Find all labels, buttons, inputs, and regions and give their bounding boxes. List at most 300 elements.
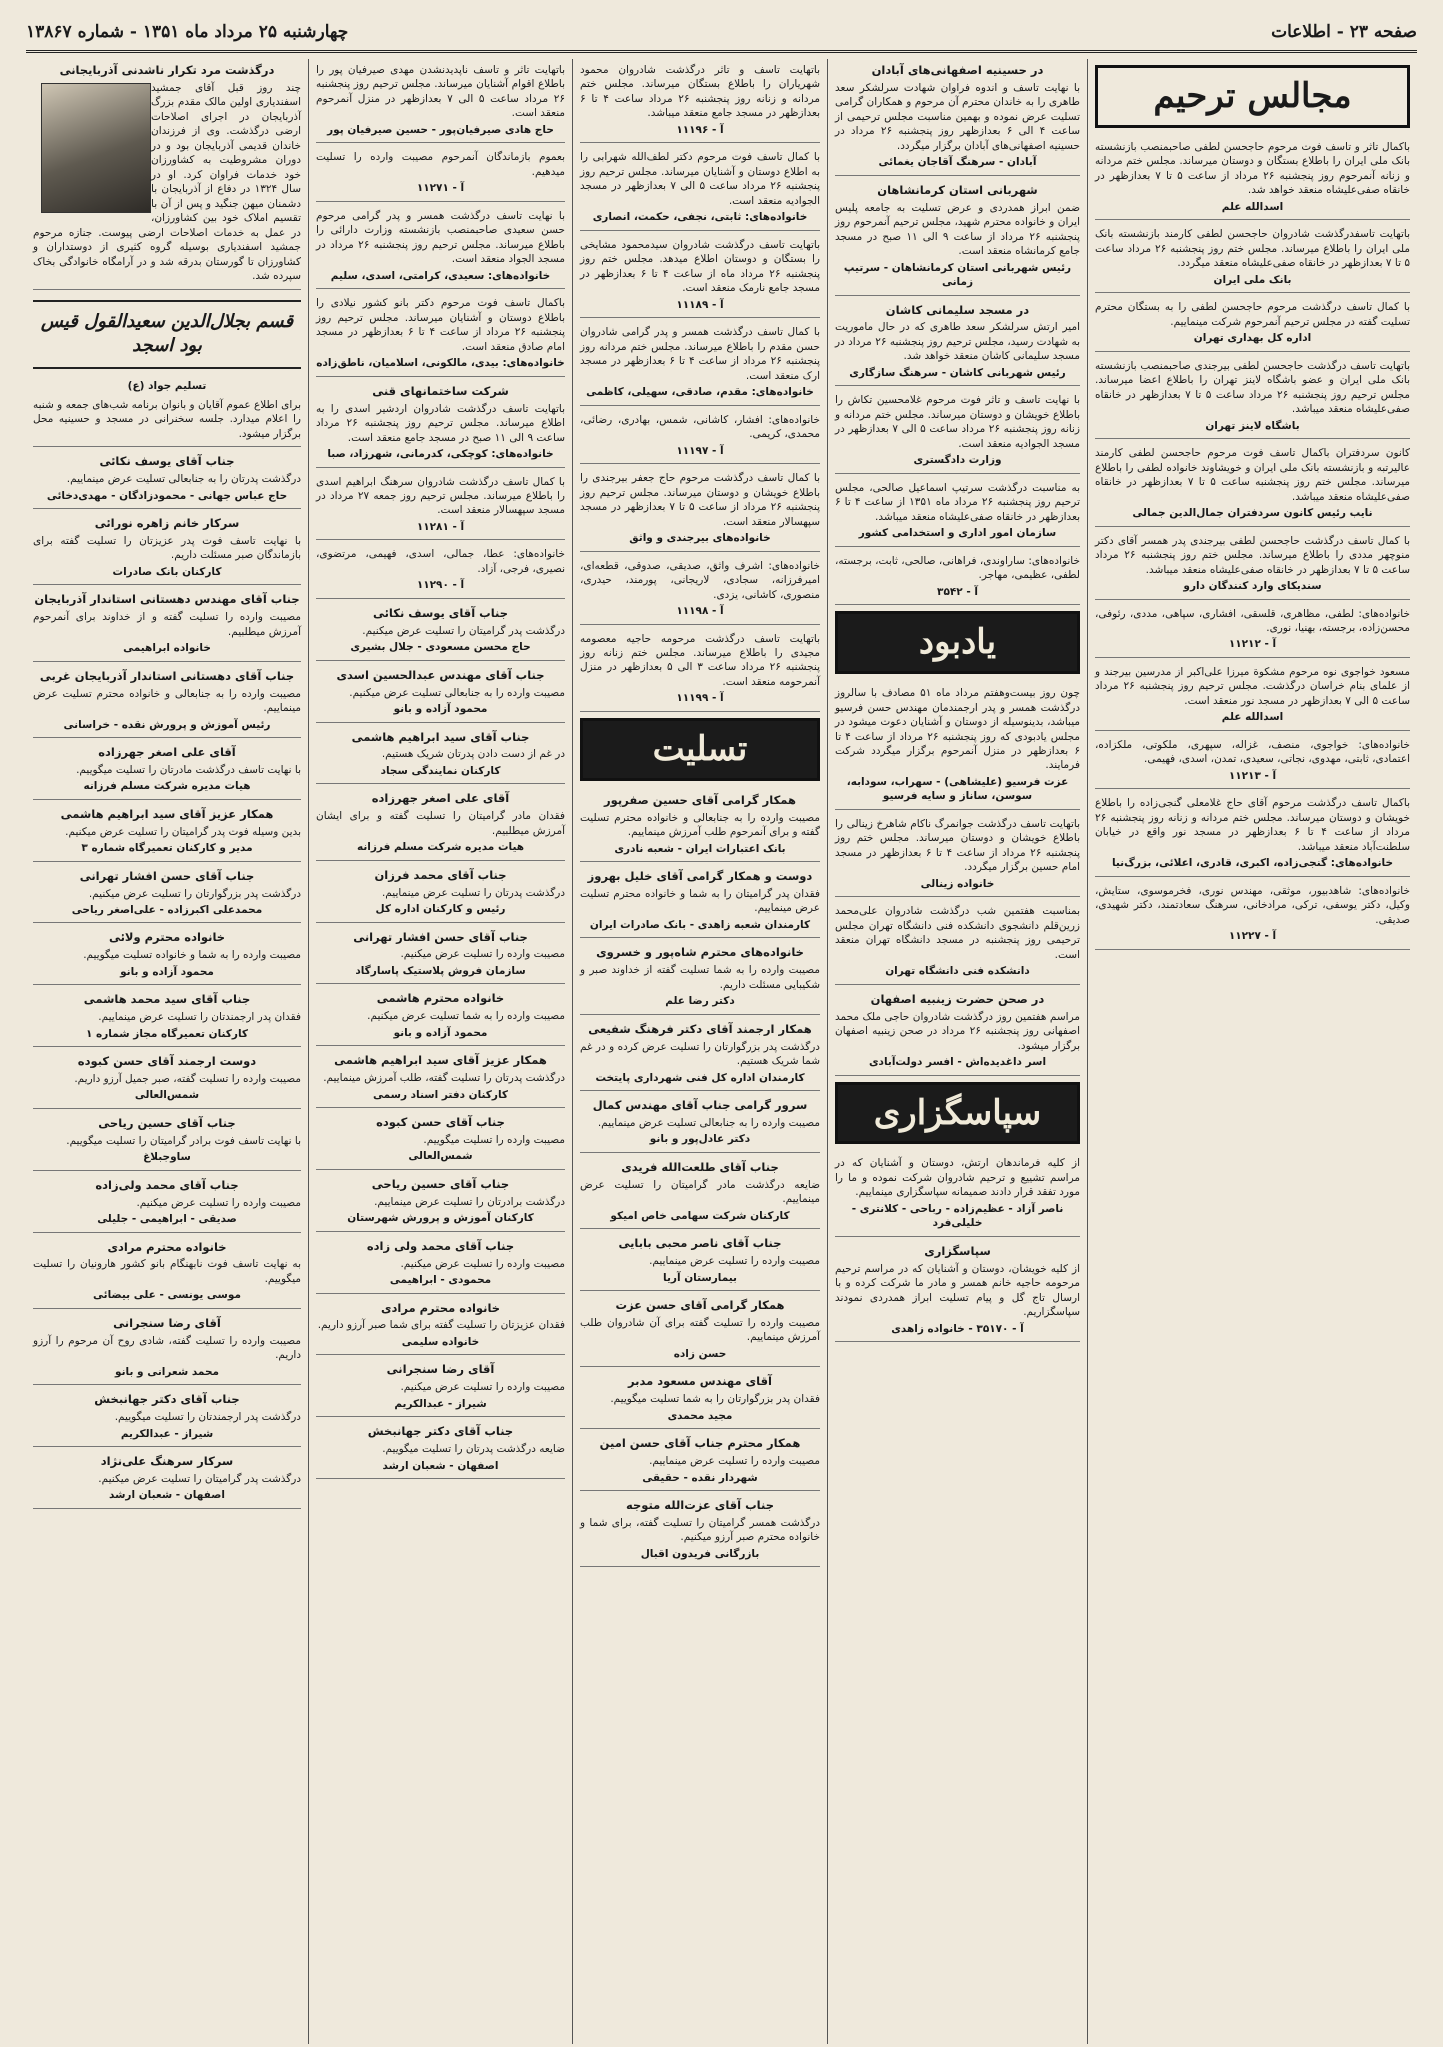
notice-text: با نهایت تاسف فوت برادر گرامیتان را تسلیت میگوییم.	[66, 1134, 301, 1147]
memorial-list	[835, 682, 1080, 1076]
notice-text: خانواده‌های: شاهدبیور، موثقی، مهندس نوری، فخرموسوی، ستایش، وکیل، دکتر یوسفی، ترکی، مرادخانی، سرهنگ سعادتمند، دکتر شهیدی، صدیقی.	[1095, 884, 1410, 926]
notice-title: آقای علی اصغر جهرزاده	[371, 791, 510, 806]
notice-text: از کلیه فرماندهان ارتش، دوستان و آشنایان که در مراسم تشییع و ترحیم شادروان شرکت نموده و ما را مورد تفقد قرار دادند صمیمانه سپاسگزاری مینماییم.	[835, 1157, 1080, 1199]
notice-text: خانواده‌های: افشار، کاشانی، شمس، بهادری، رضائی، محمدی، کریمی.	[580, 413, 820, 441]
notice-item	[316, 787, 565, 860]
notice-item	[1095, 442, 1410, 526]
notice-text: با نهایت تاسف فوت پدر عزیزتان را تسلیت گفته برای بازماندگان صبر مسئلت داریم.	[33, 534, 301, 562]
notice-item	[33, 665, 301, 738]
notice-item	[835, 477, 1080, 547]
notice-text: باتهایت تاسفدرگذشت شادروان حاجحسن لطفی کارمند بازنشسته بانک ملی ایران را باطلاع میرساند. مجلس ختم روز پنجشنبه ۲۶ مرداد ساعت ۵ تا ۷ بعدازظهر در خانقاه صفی‌علیشاه منعقد میگردد.	[1095, 228, 1410, 270]
notice-text: بدین وسیله فوت پدر گرامیتان را تسلیت عرض میکنیم.	[65, 825, 301, 838]
notice-text: خانواده‌های: اشرف واثق، صدیقی، صدوقی، قطعه‌ای، امیرفرزانه، سجادی، لاریجانی، پورمند، حیدری، منصوری، کاشانی، یزدی.	[580, 559, 820, 601]
notice-signature: آبادان - سرهنگ آقاجان یغمائی	[878, 156, 1037, 169]
notice-item	[316, 59, 565, 143]
notice-signature: بیمارستان آریا	[663, 1271, 737, 1284]
notice-text: درگذشت پدر بزرگوارتان را تسلیت عرض کرده و در غم شما شریک هستیم.	[580, 1040, 820, 1068]
notice-item	[580, 789, 820, 862]
page-number-label: صفحه ۲۳ - اطلاعات	[1271, 22, 1417, 42]
notice-signature: محمود آزاده و بانو	[120, 965, 214, 978]
notice-text: باتهایت تاثر و تاسف ناپدیدنشدن مهدی صیرفیان پور را باطلاع اقوام آشنایان میرساند. مجلس ترحیم روز پنجشنبه ۲۶ مرداد ساعت ۵ الی ۷ بعدازظهر در منزل آنمرحوم منعقد است.	[316, 64, 565, 120]
notice-item	[316, 1420, 565, 1479]
calligraphy-verse: قسم بجلال‌الدین سعید‌القول قیس بود اسجد	[33, 300, 301, 370]
notice-signature: خانواده‌های: ثابتی، نجفی، حکمت، انصاری	[592, 211, 808, 224]
notice-item	[33, 1174, 301, 1233]
notice-signature: رئیس شهربانی کاشان - سرهنگ سازگاری	[849, 366, 1066, 379]
notice-signature: آ - ۱۱۲۱۳	[1228, 769, 1277, 782]
notice-title: جناب آقای حسن افشار تهرانی	[353, 929, 528, 944]
notice-text: مصیبت وارده را تسلیت گفته، صبر جمیل آرزو داریم.	[74, 1073, 301, 1085]
notice-item	[1095, 661, 1410, 731]
notice-title: جناب آقای طلعت‌الله فریدی	[621, 1159, 779, 1174]
notice-text: فقدان پدر بزرگوارتان را به شما تسلیت میگوییم.	[610, 1393, 820, 1406]
notice-signature: مجید محمدی	[667, 1409, 733, 1422]
notice-signature: آ - ۱۱۱۹۶	[676, 123, 724, 136]
notice-signature: کارکنان شرکت سهامی خاص امیکو	[610, 1209, 790, 1222]
notice-signature: هیات مدیره شرکت مسلم فرزانه	[356, 841, 525, 854]
notice-item	[1095, 530, 1410, 600]
notice-item	[580, 555, 820, 625]
notice-item	[316, 1049, 565, 1108]
notice-text: مصیبت وارده را تسلیت عرض میکنیم.	[400, 1381, 565, 1394]
notice-signature: رئیس شهربانی استان کرمانشاهان - سرتیپ زمانی	[843, 261, 1072, 289]
notice-item	[316, 146, 565, 201]
notice-title: سپاسگزاری	[924, 1243, 991, 1258]
notice-signature: آ - ۱۱۱۹۹	[676, 692, 724, 705]
notice-text: خانواده‌های: عطا، جمالی، اسدی، فهیمی، مرتضوی، نصیری، فرجی، آزاد.	[316, 548, 565, 575]
notice-item	[580, 1294, 820, 1367]
notice-title: خانواده محترم ولائی	[108, 930, 226, 945]
notice-signature: کارمندان اداره کل فنی شهرداری پایتخت	[595, 1071, 805, 1084]
notice-signature: شمس‌العالی	[408, 1150, 473, 1163]
notice-item	[33, 1050, 301, 1109]
condolence-title: جناب آقای یوسف نکائی	[372, 605, 508, 620]
notice-signature: کارمندان شعبه زاهدی - بانک صادرات ایران	[589, 918, 811, 931]
notice-signature: شیراز - عبدالکریم	[120, 1427, 214, 1440]
notice-title: جناب آقای محمد فرزان	[374, 867, 507, 882]
notice-item	[33, 988, 301, 1047]
notice-signature: خانواده زینالی	[920, 877, 995, 890]
notice-signature: صدیقی - ابراهیمی - جلیلی	[97, 1213, 237, 1226]
column-4	[308, 59, 572, 2044]
notice-text: درگذشت همسر گرامیتان را تسلیت گفته، برای شما و خانواده محترم صبر آرزو میکنیم.	[580, 1516, 820, 1544]
condolence-item	[316, 602, 565, 661]
notice-title: همکار گرامی آقای حسین صفرپور	[604, 792, 796, 807]
notice-signature: خانواده‌های: کوچکی، کدرمانی، شهرزاد، صبا	[327, 448, 554, 461]
notice-title: سرور گرامی جناب آقای مهندس کمال	[592, 1098, 808, 1113]
notice-signature: آ - ۱۱۲۲۷	[1228, 930, 1277, 943]
notice-title: جناب آقای دکتر جهانبخش	[367, 1424, 514, 1439]
notice-text: مصیبت وارده را تسلیت عرض میکنیم.	[400, 1257, 565, 1270]
notice-text: درگذشت پدرتان را تسلیت عرض مینماییم.	[381, 886, 565, 899]
notice-item	[1095, 792, 1410, 876]
notice-text: باتهایت تاسف درگذشت حاجحسن لطفی بیرجندی صاحبمنصب بازنشسته بانک ملی ایران و عضو باشگاه لاینز تهران را باطلاع اعضا میرساند. مجلس ترحیم روز پنجشنبه ۲۶ مرداد ساعت ۵ تا ۷ بعدازظهر در خانقاه صفی‌علیشاه منعقد میباشد.	[1095, 359, 1410, 416]
notice-text: مصیبت وارده را تسلیت عرض میکنیم.	[400, 948, 565, 961]
notice-item	[33, 1236, 301, 1309]
notice-title: جناب آقای مهندس عبدالحسین اسدی	[336, 667, 545, 682]
notice-signature: عزت فرسیو (علیشاهی) - سهراب، سودابه، سوسن، ساناز و سایه فرسیو	[846, 775, 1069, 803]
banner-memorial: یادبود	[835, 611, 1080, 674]
notice-text: مصیبت وارده را به شما تسلیت عرض میکنیم.	[367, 1010, 565, 1023]
notice-title: جناب آقای محمد ولی‌زاده	[95, 1177, 239, 1192]
notice-item	[835, 813, 1080, 897]
notice-item	[580, 1232, 820, 1291]
notice-signature: خانواده‌های: گنجی‌زاده، اکبری، قادری، اعلائی، بزرگ‌نیا	[1111, 857, 1394, 870]
notice-signature: کارکنان تعمیرگاه مجاز شماره ۱	[85, 1027, 248, 1040]
notice-title: خانواده‌های محترم شاه‌پور و خسروی	[596, 945, 804, 960]
notice-item	[33, 1388, 301, 1447]
notice-signature: آ - ۱۱۲۸۱	[416, 520, 465, 533]
notice-text: مصیبت وارده را به جنابعالی و خانواده محترم تسلیت عرض مینماییم.	[33, 687, 301, 715]
notice-text: مصیبت وارده را تسلیت عرض مینماییم.	[649, 1455, 820, 1468]
notice-signature: حسن زاده	[673, 1347, 727, 1360]
program-notice	[33, 394, 301, 447]
notice-title: دوست و همکار گرامی آقای خلیل بهروز	[587, 869, 813, 884]
obituary-article	[33, 59, 301, 290]
notice-title: جناب آقای دکتر جهانبخش	[94, 1392, 240, 1407]
notice-text: درگذشت پدر بزرگوارتان را تسلیت عرض میکنیم.	[88, 887, 301, 900]
notice-item	[580, 1432, 820, 1491]
notice-text: امیر ارتش سرلشکر سعد طاهری که در حال ماموریت به شهادت رسید، مجلس ترحیم روز پنجشنبه ۲۶ مرداد در مسجد سلیمانی کاشان منعقد خواهد شد.	[835, 321, 1081, 363]
notice-text: چون روز بیست‌وهفتم مرداد ماه ۵۱ مصادف با سالروز درگذشت همسر و پدر ارجمندمان مهندس حسن فرسیو میباشد، بدینوسیله از دوستان و آشنایان دعوت میشود در مجلس یادبودی که روز پنجشنبه ۲۶ مرداد از ساعت ۴ تا ۶ بعدازظهر در منزل آنمرحوم برگزار میگردد شرکت فرمایند.	[835, 687, 1080, 772]
column-5	[26, 59, 308, 2044]
notice-signature: اصفهان - شعبان ارشد	[382, 1459, 499, 1472]
notice-item	[1095, 223, 1410, 293]
notice-title: جناب آقای مهندس دهستانی استاندار آذربایجان	[34, 592, 300, 607]
notice-title: همکار عزیز آقای سید ابراهیم هاشمی	[334, 1053, 547, 1068]
notice-item	[835, 179, 1080, 296]
notice-item	[33, 450, 301, 509]
notice-text: خانواده‌های: ساراوندی، فراهانی، صالحی، ثابت، برجسته، لطفی، عظیمی، مهاجر.	[835, 554, 1080, 582]
notice-title: جناب آقای ناصر محبی بابایی	[618, 1236, 782, 1251]
notice-item	[33, 1112, 301, 1171]
notice-item	[580, 146, 820, 230]
notice-signature: کارکنان دفتر اسناد رسمی	[372, 1088, 508, 1101]
notice-title: خانواده محترم مرادی	[380, 1300, 501, 1315]
notice-text: باتهایت تاسف درگذشت مرحومه حاجیه معصومه مجیدی را باطلاع میرساند. مجلس ختم زنانه روز پنجشنبه ۲۶ مرداد ساعت ۳ الی ۵ بعدازظهر در منزل آنمرحومه منعقد است.	[580, 632, 821, 688]
notice-item	[835, 299, 1080, 387]
notice-title: جناب آقای حسین ریاحی	[371, 1176, 510, 1191]
notice-item	[1095, 355, 1410, 439]
notice-signature: آ - ۳۵۴۲	[937, 585, 978, 598]
notice-item	[835, 1240, 1080, 1342]
notice-title: دوست ارجمند آقای حسن کبوده	[77, 1054, 257, 1069]
notice-item	[835, 900, 1080, 984]
notice-signature: اسدالله علم	[1221, 711, 1284, 724]
notice-text: به مناسبت درگذشت سرتیپ اسماعیل صالحی، مجلس ترحیم روز پنجشنبه ۲۶ مرداد ماه ۱۳۵۱ از ساعت ۴ تا ۶ بعدازظهر در خانقاه صفی‌علیشاه منعقد میباشد.	[835, 481, 1081, 523]
notice-signature: آ - ۱۱۱۹۷	[676, 444, 724, 457]
notice-text: مصیبت وارده را تسلیت عرض میکنیم.	[136, 1196, 301, 1209]
notice-signature: رئیس و کارکنان اداره کل	[375, 903, 506, 916]
condolence-list-col5	[33, 450, 301, 1509]
notice-signature: آ - ۳۵۱۷۰ - خانواده زاهدی	[891, 1322, 1024, 1335]
notice-text: باکمال تاثر و تاسف فوت مرحوم حاجحسن لطفی صاحبمنصب بازنشسته بانک ملی ایران را باطلاع بستگان و دوستان میرساند. مجلس ختم مردانه و زنانه آنمرحوم روز پنجشنبه ۲۶ مرداد از ساعت ۵ تا ۷ بعدازظهر در خانقاه صفی‌علیشاه منعقد خواهد شد.	[1095, 140, 1410, 197]
notice-text: درگذشت برادرتان را تسلیت عرض مینماییم.	[374, 1195, 565, 1208]
notice-signature: اداره کل بهداری تهران	[1193, 332, 1312, 345]
column-3	[572, 59, 827, 2044]
condolence-text: درگذشت پدر گرامیتان را تسلیت عرض میکنیم.	[362, 624, 565, 637]
notice-text: درگذشت پدرتان را به جنابعالی تسلیت عرض مینماییم.	[66, 473, 301, 486]
notice-signature: مدیر و کارکنان تعمیرگاه شماره ۳	[81, 842, 253, 855]
notice-signature: حاج عباس جهانی - محمودزادگان - مهدی‌دخائی	[46, 489, 288, 502]
obituary-text: چند روز قبل آقای جمشید اسفندیاری اولین مالک مقدم بزرگ آذربایجان در اجرای اصلاحات ارضی درگذشت. وی از فرزندان خاندان قدیمی آذربایجان بود و در دوران مشروطیت به کشاورزان خود خدمات فراوان کرد. او در سال ۱۳۲۴ در دفاع از آذربایجان با دشمنان میهن جنگید و پس از آن با تقسیم املاک خود بین کشاورزان، در عمل به خدمات اصلاحات ارضی پیوست. جنازه مرحوم جمشید اسفندیاری بوسیله گروه کثیری از دوستداران و کشاورزان تا گورستان بدرقه شد و در آرامگاه خانوادگی بخاک سپرده شد.	[33, 81, 301, 283]
notice-signature: محمود آزاده و بانو	[393, 703, 488, 716]
notice-item	[580, 409, 820, 464]
notice-text: بمناسبت هفتمین شب درگذشت شادروان علی‌محمد زرین‌قلم دانشجوی دانشکده فنی دانشگاه تهران مجلس ترحیمی روز پنجشنبه در مسجد دانشگاه تهران منعقد است.	[835, 905, 1080, 961]
notice-title: در مسجد سلیمانی کاشان	[885, 302, 1030, 317]
notice-item	[580, 59, 820, 143]
condolence-signature: حاج محسن مسعودی - جلال بشیری	[350, 641, 531, 654]
notice-item	[316, 1111, 565, 1170]
notice-signature: خانواده ابراهیمی	[123, 642, 211, 655]
masthead	[26, 18, 1417, 53]
notice-signature: محمد شعرانی و بانو	[114, 1365, 220, 1378]
notice-signature: رئیس آموزش و پرورش نقده - خراسانی	[63, 718, 271, 731]
notice-text: مصیبت وارده را به جنابعالی تسلیت عرض مینماییم.	[597, 1116, 820, 1129]
notice-item	[580, 467, 820, 551]
notice-item	[1095, 880, 1410, 950]
notice-signature: اسر داغدیده‌اش - افسر دولت‌آبادی	[868, 1056, 1047, 1069]
notice-item	[1095, 734, 1410, 789]
notice-signature: کارکنان بانک صادرات	[112, 565, 222, 578]
issue-date-label: چهارشنبه ۲۵ مرداد ماه ۱۳۵۱ - شماره ۱۳۸۶۷	[26, 22, 349, 42]
notice-signature: خانواده‌های: مقدم، صادقی، سهیلی، کاظمی	[586, 386, 814, 399]
notice-signature: کارکنان نمایندگی سجاد	[380, 764, 501, 777]
notice-title: همکار ارجمند آقای دکتر فرهنگ شفیعی	[588, 1021, 812, 1036]
notice-text: با کمال تاسف فوت مرحوم دکتر لطف‌الله شهرابی را به اطلاع دوستان و آشنایان میرساند. مجلس ترحیم روز پنجشنبه ۲۶ مرداد ساعت ۵ الی ۷ بعدازظهر در مسجد الجوادیه منعقد است.	[580, 151, 821, 207]
notice-text: به نهایت تاسف فوت نابهنگام بانو کشور هارونیان را تسلیت میگوییم.	[33, 1258, 301, 1285]
notice-title: خانواده محترم مرادی	[107, 1239, 227, 1254]
notice-signature: آ - ۱۱۱۸۹	[676, 298, 724, 311]
banner-memorial-services: مجالس ترحیم	[1095, 65, 1410, 128]
notice-item	[835, 389, 1080, 473]
condolence-list	[580, 789, 820, 1568]
notice-text: با کمال تاسف درگذشت مرحوم حاجحسن لطفی را به بستگان محترم تسلیت گفته در مجلس ترحیم آنمرحوم شرکت مینماییم.	[1095, 301, 1410, 328]
notice-text: درگذشت پدر گرامیتان را تسلیت عرض میکنیم.	[98, 1472, 301, 1485]
thanks-list	[835, 1152, 1080, 1342]
program-notice-text: برای اطلاع عموم آقایان و بانوان برنامه شب‌های جمعه و شنبه را اعلام میدارد. جلسه سخنرانی در مسجد و حسینیه محل برگزار میشود.	[33, 398, 301, 440]
notice-text: فقدان پدر گرامیتان را به شما و خانواده محترم تسلیت عرض مینماییم.	[580, 888, 820, 915]
notice-signature: خانواده‌های بیرجندی و واثق	[629, 532, 771, 545]
notice-signature: محمود آزاده و بانو	[393, 1026, 488, 1039]
notice-item	[33, 803, 301, 862]
notice-signature: هیات مدیره شرکت مسلم فرزانه	[83, 780, 251, 793]
notice-signature: شهردار نقده - حقیقی	[642, 1471, 758, 1484]
notice-text: خانواده‌های: خواجوی، منصف، غزاله، سپهری، ملکوتی، ملکزاده، اعتمادی، ثابتی، مهدوی، نجاتی، سعیدی، تمدن، اسدی، فهیمی.	[1095, 738, 1410, 766]
notice-item	[835, 550, 1080, 605]
notice-title: همکار محترم جناب آقای حسن امین	[599, 1436, 801, 1451]
notice-item	[580, 321, 820, 405]
notice-signature: سازمان فروش پلاستیک پاسارگاد	[355, 964, 526, 977]
notice-text: با نهایت تاسف درگذشت همسر و پدر گرامی مرحوم حسن سعیدی صاحبمنصب بازنشسته وزارت دارائی را باطلاع میرساند. مجلس ترحیم روز پنجشنبه ۲۶ مرداد در مسجد الجواد منعقد است.	[316, 209, 565, 266]
notice-signature: ساوجبلاغ	[143, 1151, 191, 1164]
notice-item	[33, 741, 301, 800]
notice-signature: دکتر عادل‌پور و بانو	[649, 1133, 751, 1146]
notice-signature: شیراز - عبدالکریم	[394, 1397, 487, 1410]
notice-item	[33, 1312, 301, 1385]
notice-text: با نهایت تاسف و تاثر فوت مرحوم غلامحسین تکاش را باطلاع خویشان و دوستان میرساند. مجلس ختم مردانه و زنانه روز پنجشنبه ۲۶ مرداد ساعت ۵ الی ۷ بعدازظهر در مسجد الجوادیه منعقد است.	[835, 394, 1081, 450]
notice-item	[33, 865, 301, 924]
notice-text: فقدان عزیزتان را تسلیت گفته برای شما صبر آرزو داریم.	[317, 1319, 565, 1332]
notice-title: جناب آقای محمد ولی زاده	[366, 1238, 515, 1253]
notice-title: شهربانی استان کرمانشاهان	[877, 182, 1038, 197]
notice-item	[316, 1173, 565, 1232]
notice-item	[580, 234, 820, 318]
notice-signature: بازرگانی فریدون اقبال	[640, 1547, 760, 1560]
obituary-title: درگذشت مرد تکرار ناشدنی آذربایجانی	[59, 63, 275, 77]
notice-signature: اصفهان - شعبان ارشد	[109, 1489, 225, 1502]
notice-item	[580, 1018, 820, 1091]
notice-item	[316, 205, 565, 289]
notice-item	[33, 512, 301, 585]
notice-list-col4	[316, 59, 565, 599]
notice-text: از کلیه خویشان، دوستان و آشنایان که در مراسم ترحیم مرحومه حاجیه خانم همسر و مادر ما شرکت کرده و با ارسال تاج گل و پیام تسلیت ابراز همدردی نمودند سپاسگزاریم.	[835, 1262, 1080, 1319]
notice-signature: خانواده‌های: سعیدی، کرامتی، اسدی، سلیم	[330, 269, 551, 282]
notice-item	[33, 926, 301, 985]
notice-title: جناب آقای دهستانی استاندار آذربایجان غربی	[39, 668, 295, 683]
notice-signature: محمدعلی اکبرزاده - علی‌اصغر ریاحی	[71, 904, 263, 916]
notice-signature: دکتر رضا علم	[665, 995, 735, 1008]
notice-item	[316, 292, 565, 376]
notice-text: کانون سردفتران باکمال تاسف فوت مرحوم حاجحسن لطفی کارمند عالیرتبه و بازنشسته بانک ملی ایران و خویشاوند خانواده لطفی را باطلاع میرساند. مجلس ختم روز پنجشنبه ساعت ۵ تا ۷ بعدازظهر در خانقاه صفی‌علیشاه منعقد میباشد.	[1095, 447, 1411, 503]
notice-list-col1	[1095, 136, 1410, 950]
notice-item	[580, 1094, 820, 1153]
notice-text: با کمال تاسف درگذشت مرحوم حاج جعفر بیرجندی را باطلاع خویشان و دوستان میرساند. مجلس ترحیم روز پنجشنبه ۲۶ مرداد از ساعت ۵ تا ۷ بعدازظهر در مسجد سپهسالار منعقد است.	[580, 472, 820, 528]
notice-title: سرکار خانم زاهره نورائی	[94, 516, 240, 531]
notice-title: جناب آقای سید محمد هاشمی	[83, 992, 251, 1007]
notice-title: جناب آقای یوسف نکائی	[99, 454, 235, 469]
notice-title: جناب آقای سید ابراهیم هاشمی	[351, 729, 530, 744]
notice-title: جناب آقای حسن کبوده	[376, 1115, 505, 1130]
banner-thanks: سپاسگزاری	[835, 1082, 1080, 1145]
notice-title: سرکار سرهنگ علی‌نژاد	[100, 1454, 234, 1469]
notice-item	[580, 865, 820, 938]
notice-item	[316, 471, 565, 541]
banner-condolence: تسلیت	[580, 718, 820, 781]
notice-item	[316, 864, 565, 923]
notice-signature: وزارت دادگستری	[913, 454, 1002, 467]
condolence-list-col4	[316, 664, 565, 1479]
notice-item	[316, 926, 565, 985]
notice-text: مصیبت وارده را تسلیت گفته برای آن شادروان طلب آمرزش مینماییم.	[580, 1316, 820, 1344]
notice-item	[1095, 296, 1410, 351]
notice-item	[316, 380, 565, 468]
notice-item	[316, 726, 565, 785]
notice-item	[33, 1450, 301, 1509]
notice-signature: ناصر آزاد - عظیم‌زاده - رباحی - کلانتری - خلیلی‌فرد	[851, 1202, 1064, 1230]
calligraphy-signature: تسلیم جواد (ع)	[127, 380, 207, 393]
notice-text: با نهایت تاسف درگذشت مادرتان را تسلیت میگوییم.	[76, 763, 301, 776]
notice-text: ضایعه درگذشت مادر گرامیتان را تسلیت عرض مینماییم.	[580, 1178, 820, 1206]
notice-text: در غم از دست دادن پدرتان شریک هستیم.	[381, 748, 565, 761]
column-1	[1087, 59, 1417, 2044]
notice-item	[316, 664, 565, 723]
notice-text: با کمال تاسف درگذشت همسر و پدر گرامی شادروان حسن مقدم را باطلاع میرساند. مجلس ختم مردانه روز پنجشنبه ۲۶ مرداد از ساعت ۴ تا ۶ بعدازظهر در مسجد ارک منعقد است.	[580, 326, 820, 382]
notice-title: آقای رضا سنجرانی	[386, 1362, 495, 1377]
notice-title: همکار عزیز آقای سید ابراهیم هاشمی	[60, 806, 274, 821]
notice-signature: اسدالله علم	[1221, 200, 1284, 213]
notice-signature: کارکنان آموزش و پرورش شهرستان	[347, 1212, 534, 1225]
notice-item	[316, 1358, 565, 1417]
notice-item	[316, 987, 565, 1046]
notice-text: بعموم بازماندگان آنمرحوم مصیبت وارده را تسلیت میدهیم.	[316, 151, 565, 178]
notice-text: باکمال تاسف درگذشت مرحوم آقای حاج غلامعلی گنجی‌زاده را باطلاع خویشان و دوستان میرساند. مجلس ختم مردانه و زنانه روز پنجشنبه ۲۶ مرداد از ساعت ۴ تا ۶ بعدازظهر در مسجد نور واقع در خیابان سلطنت‌آباد منعقد میباشد.	[1095, 797, 1410, 853]
notice-text: فقدان پدر ارجمندتان را تسلیت عرض مینماییم.	[98, 1011, 301, 1024]
notice-item	[580, 1156, 820, 1229]
notice-title: در حسینیه اصفهانی‌های آبادان	[871, 63, 1044, 77]
notice-signature: خانواده‌های: بیدی، مالکونی، اسلامیان، ناطق‌زاده	[316, 357, 565, 370]
notice-item	[835, 988, 1080, 1076]
notice-list-col2	[835, 59, 1080, 605]
notice-item	[580, 628, 820, 712]
notice-item	[33, 588, 301, 661]
notice-item	[835, 682, 1080, 810]
notice-text: مسعود خواجوی نوه مرحوم مشکوة میرزا علی‌اکبر از مدرسین بیرجند و از علمای بنام خراسان درگذشت. مجلس ترحیم روز پنجشنبه ۲۶ مرداد ساعت ۵ الی ۷ بعدازظهر در مسجد نور منعقد است.	[1095, 665, 1411, 707]
notice-item	[835, 1152, 1080, 1236]
notice-text: با کمال تاسف درگذشت حاجحسن لطفی بیرجندی پدر همسر آقای دکتر منوچهر مددی را باطلاع میرساند. مجلس ختم روز پنجشنبه ۲۶ مرداد ساعت ۵ تا ۷ بعدازظهر در خانقاه صفی‌علیشاه منعقد میباشد.	[1095, 534, 1410, 576]
notice-title: در صحن حضرت زینبیه اصفهان	[870, 991, 1045, 1006]
notice-text: باتهایت تاسف درگذشت جوانمرگ ناکام شاهرخ زینالی را باطلاع خویشان و دوستان میرساند. مجلس ختم روز پنجشنبه ۲۶ مرداد از ساعت ۴ تا ۶ بعدازظهر در مسجد امام حسین برگزار میگردد.	[835, 817, 1080, 874]
notice-text: باکمال تاسف فوت مرحوم دکتر بانو کشور نیلادی را باطلاع دوستان و آشنایان میرساند. مجلس ترحیم روز پنجشنبه ۲۶ مرداد از ساعت ۴ تا ۶ بعدازظهر در مسجد امام صادق منعقد است.	[316, 297, 566, 353]
notice-signature: آ - ۱۱۲۹۰	[416, 579, 465, 592]
notice-signature: حاج هادی صیرفیان‌پور - حسین صیرفیان پور	[327, 123, 554, 136]
notice-signature: محمودی - ابراهیمی	[389, 1274, 492, 1287]
notice-signature: آ - ۱۱۱۹۸	[676, 605, 724, 618]
notice-item	[580, 1370, 820, 1429]
notice-signature: خانواده سلیمی	[401, 1335, 480, 1348]
notice-item	[580, 1494, 820, 1567]
notice-item	[316, 543, 565, 598]
notice-signature: سازمان امور اداری و استخدامی کشور	[858, 527, 1057, 540]
notice-text: با کمال تاسف درگذشت شادروان سرهنگ ابراهیم اسدی را باطلاع میرساند. مجلس ترحیم روز جمعه ۲۷ مرداد در مسجد سپهسالار منعقد است.	[316, 475, 565, 517]
notice-text: باتهایت تاسف و تاثر درگذشت شادروان محمود شهریاران را باطلاع بستگان میرساند. مجلس ختم مردانه و زنانه روز پنجشنبه ۲۶ مرداد ساعت ۴ تا ۶ بعدازظهر در مسجد جامع منعقد میباشد.	[580, 64, 820, 120]
notice-title: آقای مهندس مسعود مدبر	[628, 1374, 772, 1389]
notice-signature: دانشکده فنی دانشگاه تهران	[885, 965, 1030, 978]
notice-text: مصیبت وارده را تسلیت عرض مینماییم.	[649, 1255, 820, 1268]
notice-item	[1095, 136, 1410, 220]
notice-item	[580, 941, 820, 1014]
notice-text: مصیبت وارده را به جنابعالی و خانواده محترم تسلیت گفته و برای آنمرحوم طلب آمرزش مینماییم.	[580, 811, 820, 839]
notice-text: درگذشت پدرتان را تسلیت گفته، طلب آمرزش مینماییم.	[323, 1072, 565, 1085]
notice-title: خانواده محترم هاشمی	[376, 991, 505, 1006]
notice-item	[316, 1297, 565, 1356]
column-2	[827, 59, 1087, 2044]
notice-item	[1095, 603, 1410, 658]
notice-title: همکار گرامی آقای حسن عزت	[615, 1298, 785, 1313]
notice-text: مصیبت وارده را به جنابعالی تسلیت عرض میکنیم.	[349, 686, 565, 699]
notice-title: جناب آقای حسین ریاحی	[98, 1115, 236, 1130]
notice-text: مراسم هفتمین روز درگذشت شادروان حاجی ملک محمد اصفهانی روز پنجشنبه ۲۶ مرداد در صحن زینبیه اصفهان برگزار میشود.	[835, 1010, 1080, 1052]
notice-signature: شمس‌العالی	[134, 1089, 200, 1102]
notice-text: با نهایت تاسف و اندوه فراوان شهادت سرلشکر سعد طاهری را به خاندان محترم آن مرحوم و همکاران گرامی تسلیت عرض نموده و بهمین مناسبت مجلس ترحیمی از ساعت ۴ الی ۶ بعدازظهر روز پنجشنبه ۲۶ مرداد در حسینیه اصفهانی‌های آبادان برگزار میگردد.	[835, 81, 1081, 152]
notice-signature: سندیکای وارد کنندگان دارو	[1183, 580, 1322, 593]
notice-text: فقدان مادر گرامیتان را تسلیت گفته و برای ایشان آمرزش میطلبیم.	[316, 810, 565, 837]
notice-title: شرکت ساختمانهای قنی	[372, 383, 509, 398]
notice-signature: موسی یونسی - علی بیضائی	[93, 1289, 241, 1302]
notice-title: آقای علی اصغر جهرزاده	[98, 745, 236, 759]
notice-text: باتهایت تاسف درگذشت شادروان سیدمحمود مشایخی را بستگان و دوستان اطلاع میدهد. مجلس ختم روز پنجشنبه ۲۶ مرداد ماه از ساعت ۴ تا ۶ بعدازظهر در مسجد جامع نارمک منعقد است.	[580, 238, 821, 295]
notice-signature: بانک اعتبارات ایران - شعبه نادری	[614, 842, 786, 855]
notice-text: مصیبت وارده را به شما تسلیت گفته از خداوند صبر و شکیبایی مسئلت داریم.	[580, 964, 820, 991]
notice-text: ضمن ابراز همدردی و عرض تسلیت به جامعه پلیس ایران و خانواده محترم شهید، مجلس ترحیم آنمرحوم روز پنجشنبه ۲۶ مرداد از ساعت ۹ الی ۱۱ صبح در مسجد جامع کرمانشاه منعقد است.	[835, 201, 1080, 258]
columns	[26, 59, 1417, 2044]
notice-title: آقای رضا سنجرانی	[113, 1315, 221, 1330]
notice-text: مصیبت وارده را تسلیت گفته و از خداوند برای آنمرحوم آمرزش میطلبیم.	[33, 611, 301, 638]
notice-item	[316, 1235, 565, 1294]
portrait-photo	[41, 83, 151, 213]
notice-signature: آ - ۱۱۲۷۱	[416, 182, 465, 195]
notice-text: درگذشت پدر ارجمندتان را تسلیت میگوییم.	[114, 1411, 301, 1424]
